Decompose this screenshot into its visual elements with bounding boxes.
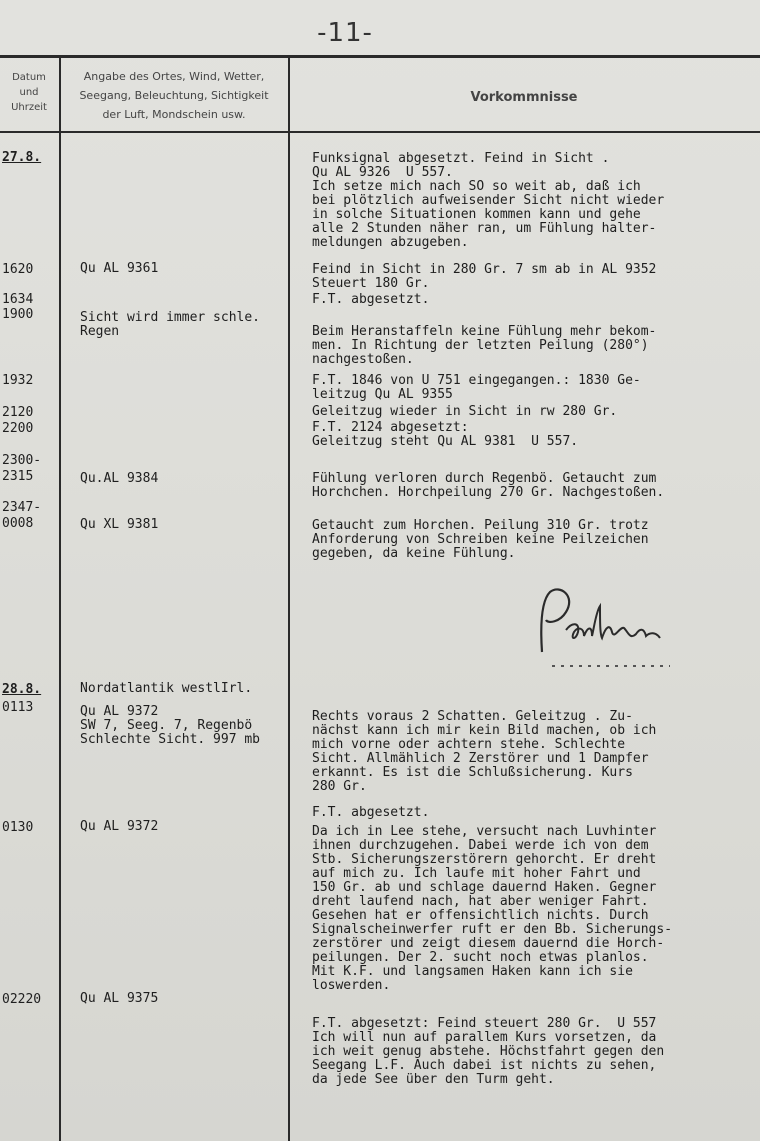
entry-date: 2200 (2, 421, 34, 436)
header-rule (0, 131, 760, 133)
page-number: -11- (317, 18, 373, 48)
header-vorkommnisse: Vorkommnisse (470, 90, 578, 105)
top-rule (0, 55, 760, 58)
entry-event: Beim Heranstaffeln keine Fühlung mehr bekom- men. In Richtung der letzten Peilung (280°) nachgestoßen. (312, 324, 657, 367)
entry-event: Da ich in Lee stehe, versucht nach Luvhinter ihnen durchzugehen. Dabei werde ich von dem Stb. Sicherungszerstörern gehorcht. Er dreht auf mich zu. Ich laufe mit hoher Fahrt und 150 Gr. ab und schlage dauernd Haken. Gegner dreht laufend nach, hat aber weniger Fahrt. Gesehen hat er offensichtlich nichts. Durch Signalscheinwerfer ruft er den Bb. Sicherungs- zerstörer und zeigt diesem dauernd die Horch- peilungen. Der 2. sucht noch etwas planlos. Mit K.F. und langsamen Haken kann ich sie loswerden. (312, 824, 673, 993)
entry-event: Funksignal abgesetzt. Feind in Sicht . Qu AL 9326 U 557. Ich setze mich nach SO so weit ab, daß ich bei plötzlich aufweisender Sicht nicht wieder in solche Situationen kommen kann und gehe alle 2 Stunden näher ran, um Fühlung halter- meldungen abzugeben. (312, 151, 665, 250)
entry-place: Qu AL 9372 SW 7, Seeg. 7, Regenbö Schlechte Sicht. 997 mb (80, 704, 261, 747)
entry-place: Nordatlantik westlIrl. (80, 681, 253, 696)
entry-event: Geleitzug wieder in Sicht in rw 280 Gr. (312, 404, 618, 419)
entry-date: 0113 (2, 700, 34, 715)
entry-date: 2300- 2315 (2, 453, 42, 484)
column-divider-2 (288, 55, 290, 1141)
column-divider-1 (59, 55, 61, 1141)
entry-date: 28.8. (2, 682, 42, 697)
entry-event: F.T. 2124 abgesetzt: Geleitzug steht Qu AL 9381 U 557. (312, 420, 579, 449)
entry-event: F.T. abgesetzt. (312, 292, 430, 307)
entry-event: F.T. abgesetzt. (312, 805, 430, 820)
entry-date: 1620 (2, 262, 34, 277)
entry-place: Qu AL 9372 (80, 819, 159, 834)
entry-event: F.T. abgesetzt: Feind steuert 280 Gr. U 557 Ich will nun auf parallem Kurs vorsetzen, da ich weit genug abstehe. Höchstfahrt gegen den Seegang L.F. Auch dabei ist nichts zu sehen, da jede See über den Turm geht. (312, 1016, 665, 1087)
entry-event: F.T. 1846 von U 751 eingegangen.: 1830 Ge- leitzug Qu AL 9355 (312, 373, 641, 402)
header-ort: Angabe des Ortes, Wind, Wetter, Seegang, Beleuchtung, Sichtigkeit der Luft, Mondschein usw. (79, 70, 269, 121)
header-datum: Datum und Uhrzeit (11, 72, 47, 113)
entry-date: 1932 (2, 373, 34, 388)
entry-date: 1900 (2, 307, 34, 322)
entry-place: Qu AL 9375 (80, 991, 159, 1006)
entry-place: Qu XL 9381 (80, 517, 159, 532)
entry-date: 2120 (2, 405, 34, 420)
entry-date: 2347- 0008 (2, 500, 42, 531)
entry-date: 02220 (2, 992, 42, 1007)
entry-event: Fühlung verloren durch Regenbö. Getaucht zum Horchchen. Horchpeilung 270 Gr. Nachgestoßen. (312, 471, 665, 500)
entry-place: Qu AL 9361 (80, 261, 159, 276)
entry-event: Getaucht zum Horchen. Peilung 310 Gr. trotz Anforderung von Schreiben keine Peilzeichen gegeben, da keine Fühlung. (312, 518, 649, 561)
entry-place: Sicht wird immer schle. Regen (80, 310, 261, 339)
entry-event: Feind in Sicht in 280 Gr. 7 sm ab in AL 9352 Steuert 180 Gr. (312, 262, 657, 291)
entry-place: Qu.AL 9384 (80, 471, 159, 486)
entry-date: 1634 (2, 292, 34, 307)
entry-date: 27.8. (2, 150, 42, 165)
entry-date: 0130 (2, 820, 34, 835)
entry-event: Rechts voraus 2 Schatten. Geleitzug . Zu- nächst kann ich mir kein Bild machen, ob ich mich vorne oder achtern stehe. Schlechte Sicht. Allmählich 2 Zerstörer und 1 Dampfer erkannt. Es ist die Schlußsicherung. Kurs 280 Gr. (312, 709, 657, 794)
signature (530, 582, 680, 674)
